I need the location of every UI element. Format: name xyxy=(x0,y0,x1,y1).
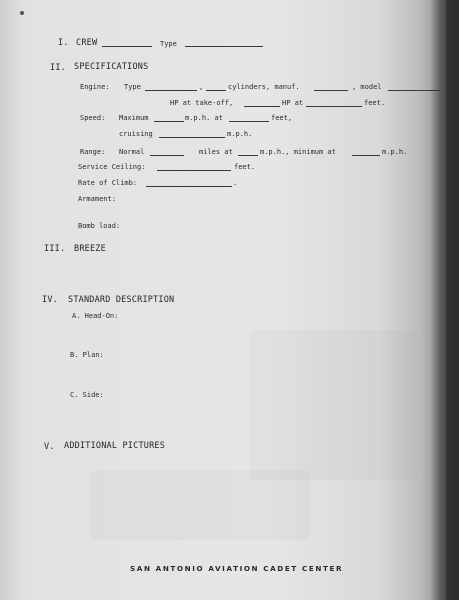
cruising-blank[interactable] xyxy=(159,137,225,138)
section-num-crew: I. xyxy=(58,38,69,48)
range-normal-label: Normal xyxy=(119,148,145,156)
bomb-load-label: Bomb load: xyxy=(78,222,121,230)
engine-type-label: Type xyxy=(124,83,141,91)
crew-blank[interactable] xyxy=(102,46,152,47)
speed-mph-at-label: m.p.h. at xyxy=(185,114,223,122)
footer-org-name: SAN ANTONIO AVIATION CADET CENTER xyxy=(130,564,344,573)
speed-alt-blank[interactable] xyxy=(229,121,269,122)
climb-period: . xyxy=(233,179,238,187)
cruising-label: cruising xyxy=(119,130,153,138)
range-mph-blank[interactable] xyxy=(238,155,258,156)
range-min-label: m.p.h., minimum at xyxy=(260,148,336,156)
section-num-additional: V. xyxy=(44,442,55,452)
section-title-standard: STANDARD DESCRIPTION xyxy=(68,295,175,305)
crew-type-blank[interactable] xyxy=(185,46,263,47)
cylinders-label: cylinders, manuf. xyxy=(228,83,300,91)
engine-type-blank[interactable] xyxy=(145,90,197,91)
plan-label: B. Plan: xyxy=(70,351,104,359)
hp-at-blank[interactable] xyxy=(306,106,362,107)
binding-shadow xyxy=(430,0,459,600)
head-on-label: A. Head-On: xyxy=(72,312,119,320)
punch-mark xyxy=(20,11,24,15)
section-num-breeze: III. xyxy=(44,244,66,254)
section-title-breeze: BREEZE xyxy=(74,244,106,254)
model-label: , model xyxy=(352,83,382,91)
hp-takeoff-blank[interactable] xyxy=(244,106,280,107)
range-mph-label: m.p.h. xyxy=(382,148,408,156)
engine-label: Engine: xyxy=(80,83,110,91)
climb-blank[interactable] xyxy=(146,186,232,187)
hp-feet-label: feet. xyxy=(364,99,386,107)
cruising-mph-label: m.p.h. xyxy=(227,130,253,138)
section-num-specs: II. xyxy=(50,63,66,73)
ceiling-feet-label: feet. xyxy=(234,163,256,171)
range-min-blank[interactable] xyxy=(352,155,380,156)
cylinders-blank[interactable] xyxy=(206,90,226,91)
speed-max-blank[interactable] xyxy=(154,121,184,122)
section-title-additional: ADDITIONAL PICTURES xyxy=(64,441,166,451)
armament-label: Armament: xyxy=(78,195,116,203)
speed-label: Speed: xyxy=(80,114,106,122)
bleed-through-shadow xyxy=(250,330,420,480)
range-miles-at-label: miles at xyxy=(199,148,233,156)
hp-takeoff-label: HP at take-off, xyxy=(170,99,234,107)
bleed-through-shadow xyxy=(90,470,310,540)
ceiling-blank[interactable] xyxy=(157,170,231,171)
manuf-blank[interactable] xyxy=(314,90,348,91)
section-title-specs: SPECIFICATIONS xyxy=(74,62,149,72)
speed-max-label: Maximum xyxy=(119,114,149,122)
speed-feet-label: feet, xyxy=(271,114,293,122)
crew-type-label: Type xyxy=(160,40,177,48)
range-normal-blank[interactable] xyxy=(150,155,184,156)
side-label: C. Side: xyxy=(70,391,104,399)
ceiling-label: Service Ceiling: xyxy=(78,163,146,171)
climb-label: Rate of Climb: xyxy=(78,179,138,187)
section-title-crew: CREW xyxy=(76,38,98,48)
engine-comma: , xyxy=(199,83,204,91)
hp-at-label: HP at xyxy=(282,99,304,107)
section-num-standard: IV. xyxy=(42,295,58,305)
range-label: Range: xyxy=(80,148,106,156)
